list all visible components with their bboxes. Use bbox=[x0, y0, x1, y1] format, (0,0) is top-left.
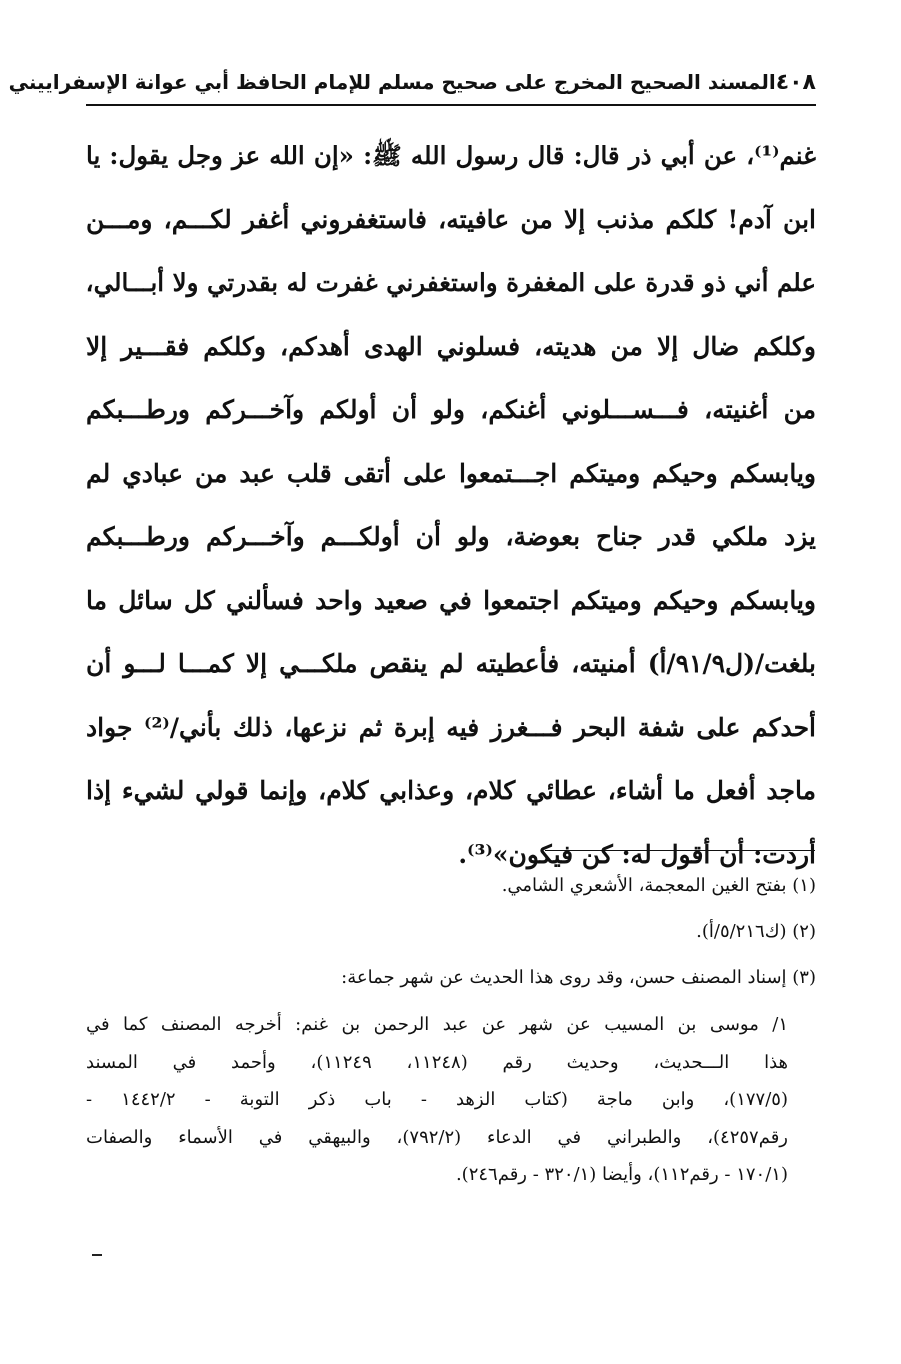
main-text bbox=[86, 124, 816, 886]
body-line: من أغنيته، فـــســـلوني أغنكم، ولو أن أولكم وآخـــركم ورطـــبكم bbox=[86, 395, 816, 424]
footnote-1: (١) بفتح الغين المعجمة، الأشعري الشامي. bbox=[501, 875, 816, 896]
header-rule bbox=[86, 104, 816, 106]
page-number: ٤٠٨ bbox=[775, 69, 816, 95]
body-line: علم أني ذو قدرة على المغفرة واستغفرني غفرت له بقدرتي ولا أبـــالي، bbox=[86, 268, 816, 297]
body-line: وكلكم ضال إلا من هديته، فسلوني الهدى أهدكم، وكلكم فقـــير إلا bbox=[86, 331, 816, 361]
body-line: ويابسكم وحيكم وميتكم اجتمعوا في صعيد واحد فسألني كل سائل ما bbox=[86, 585, 816, 615]
footnote-separator bbox=[545, 850, 815, 851]
footnote-3-detail-line: (١٧٠/١ - رقم١١٢)، وأيضا (٣٢٠/١ - رقم٢٤٦). bbox=[455, 1164, 788, 1185]
running-header bbox=[8, 62, 816, 102]
body-line: أحدكم على شفة البحر فـــغرز فيه إبرة ثم نزعها، ذلك بأني/⁽²⁾ جواد bbox=[86, 712, 816, 742]
body-line: ويابسكم وحيكم وميتكم اجـــتمعوا على أتقى قلب عبد من عبادي لم bbox=[86, 458, 816, 488]
body-line: ماجد أفعل ما أشاء، عطائي كلام، وعذابي كلام، وإنما قولي لشيء إذا bbox=[86, 776, 816, 805]
footnote-3-detail-line: ١/ موسى بن المسيب عن شهر عن عبد الرحمن بن غنم: أخرجه المصنف كما في bbox=[86, 1014, 788, 1035]
footnote-3-detail-line: رقم٤٢٥٧)، والطبراني في الدعاء (٧٩٢/٢)، والبيهقي في الأسماء والصفات bbox=[86, 1126, 788, 1148]
print-mark bbox=[92, 1254, 102, 1256]
footnote-3: (٣) إسناد المصنف حسن، وقد روى هذا الحديث عن شهر جماعة: bbox=[341, 967, 816, 988]
book-title: المسند الصحيح المخرج على صحيح مسلم للإمام الحافظ أبي عوانة الإسفراييني bbox=[8, 70, 776, 94]
body-line: بلغت/(ل٩١/٩/أ) أمنيته، فأعطيته لم ينقص ملكـــي إلا كمـــا لـــو أن bbox=[86, 649, 816, 678]
footnote-3-detail-line: (١٧٧/٥)، وابن ماجة (كتاب الزهد - باب ذكر التوبة - ١٤٤٢/٢ - bbox=[86, 1089, 788, 1110]
footnote-3-detail-line: هذا الـــحديث، وحديث رقم (١١٢٤٨، ١١٢٤٩)، وأحمد في المسند bbox=[86, 1051, 789, 1073]
body-line: ابن آدم! كلكم مذنب إلا من عافيته، فاستغفروني أغفر لكـــم، ومـــن bbox=[86, 204, 816, 234]
body-line: أردت: أن أقول له: كن فيكون»⁽³⁾. bbox=[458, 839, 816, 869]
body-line: غنم⁽¹⁾، عن أبي ذر قال: قال رسول الله ﷺ: «إن الله عز وجل يقول: يا bbox=[86, 141, 816, 170]
footnote-2: (٢) (ك٥/٢١٦/أ). bbox=[696, 921, 816, 942]
footnotes bbox=[86, 868, 816, 1194]
body-line: يزد ملكي قدر جناح بعوضة، ولو أن أولكـــم وآخـــركم ورطـــبكم bbox=[86, 522, 816, 551]
